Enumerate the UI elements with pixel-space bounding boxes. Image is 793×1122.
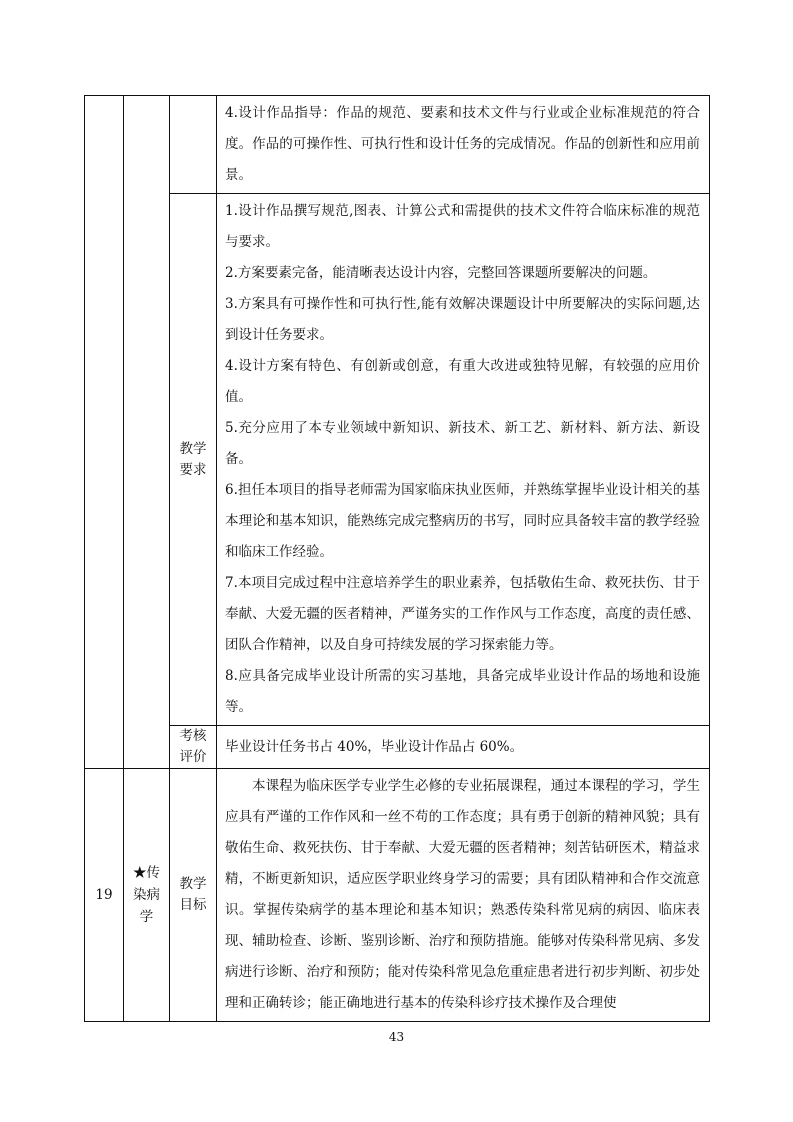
objectives-content-cell	[217, 769, 710, 1022]
requirement-item: 3.方案具有可操作性和可执行性,能有效解决课题设计中所要解决的实际问题,达到设计任务要求。	[225, 296, 700, 343]
requirement-item: 6.担任本项目的指导老师需为国家临床执业医师，并熟练掌握毕业设计相关的基本理论和基本知识，能熟练完成完整病历的书写，同时应具备较丰富的教学经验和临床工作经验。	[225, 482, 700, 560]
objectives-label: 教学目标	[179, 876, 207, 913]
course-number: 19	[95, 887, 113, 903]
table-row	[85, 96, 710, 194]
number-cell-empty	[85, 96, 124, 769]
requirements-label: 教学要求	[179, 440, 207, 478]
table-row	[85, 194, 710, 726]
requirement-item: 7.本项目完成过程中注意培养学生的职业素养，包括敬佑生命、救死扶伤、甘于奉献、大爱无疆的医者精神，严谨务实的工作作风与工作态度，高度的责任感、团队合作精神，以及自身可持续发展的学习探索能力等。	[225, 575, 700, 653]
label-cell-empty	[170, 96, 217, 194]
assessment-content-cell	[217, 726, 710, 769]
course-name-cell	[124, 769, 170, 1022]
requirement-item: 2.方案要素完备，能清晰表达设计内容，完整回答课题所要解决的问题。	[225, 265, 657, 281]
design-guidance-text: 4.设计作品指导：作品的规范、要素和技术文件与行业或企业标准规范的符合度。作品的可操作性、可执行性和设计任务的完成情况。作品的创新性和应用前景。	[225, 105, 700, 183]
requirement-item: 1.设计作品撰写规范,图表、计算公式和需提供的技术文件符合临床标准的规范与要求。	[225, 203, 700, 250]
requirement-item: 8.应具备完成毕业设计所需的实习基地，具备完成毕业设计作品的场地和设施等。	[225, 668, 700, 715]
table-row	[85, 726, 710, 769]
requirements-label-cell	[170, 194, 217, 726]
page-number: 43	[388, 1030, 405, 1044]
table-row	[85, 769, 710, 1022]
requirements-content-cell	[217, 194, 710, 726]
requirement-item: 5.充分应用了本专业领域中新知识、新技术、新工艺、新材料、新方法、新设备。	[225, 420, 700, 467]
course-number-cell	[85, 769, 124, 1022]
assessment-text: 毕业设计任务书占 40%，毕业设计作品占 60%。	[225, 739, 524, 755]
assessment-label: 考核评价	[179, 728, 207, 765]
course-cell-empty	[124, 96, 170, 769]
objectives-label-cell	[170, 769, 217, 1022]
content-cell	[217, 96, 710, 194]
curriculum-table	[84, 95, 710, 1022]
course-name: ★传染病学	[133, 865, 160, 925]
assessment-label-cell	[170, 726, 217, 769]
requirement-item: 4.设计方案有特色、有创新或创意，有重大改进或独特见解，有较强的应用价值。	[225, 358, 700, 405]
objectives-text: 本课程为临床医学专业学生必修的专业拓展课程，通过本课程的学习，学生应具有严谨的工作作风和一丝不苟的工作态度；具有勇于创新的精神风貌；具有敬佑生命、救死扶伤、甘于奉献、大爱无疆的医者精神；刻苦钻研医术，精益求精，不断更新知识，适应医学职业终身学习的需要；具有团队精神和合作交流意识。掌握传染病学的基本理论和基本知识；熟悉传染科常见病的病因、临床表现、辅助检查、诊断、鉴别诊断、治疗和预防措施。能够对传染科常见病、多发病进行诊断、治疗和预防；能对传染科常见急危重症患者进行初步判断、初步处理和正确转诊；能正确地进行基本的传染科诊疗技术操作及合理使	[225, 778, 700, 1011]
